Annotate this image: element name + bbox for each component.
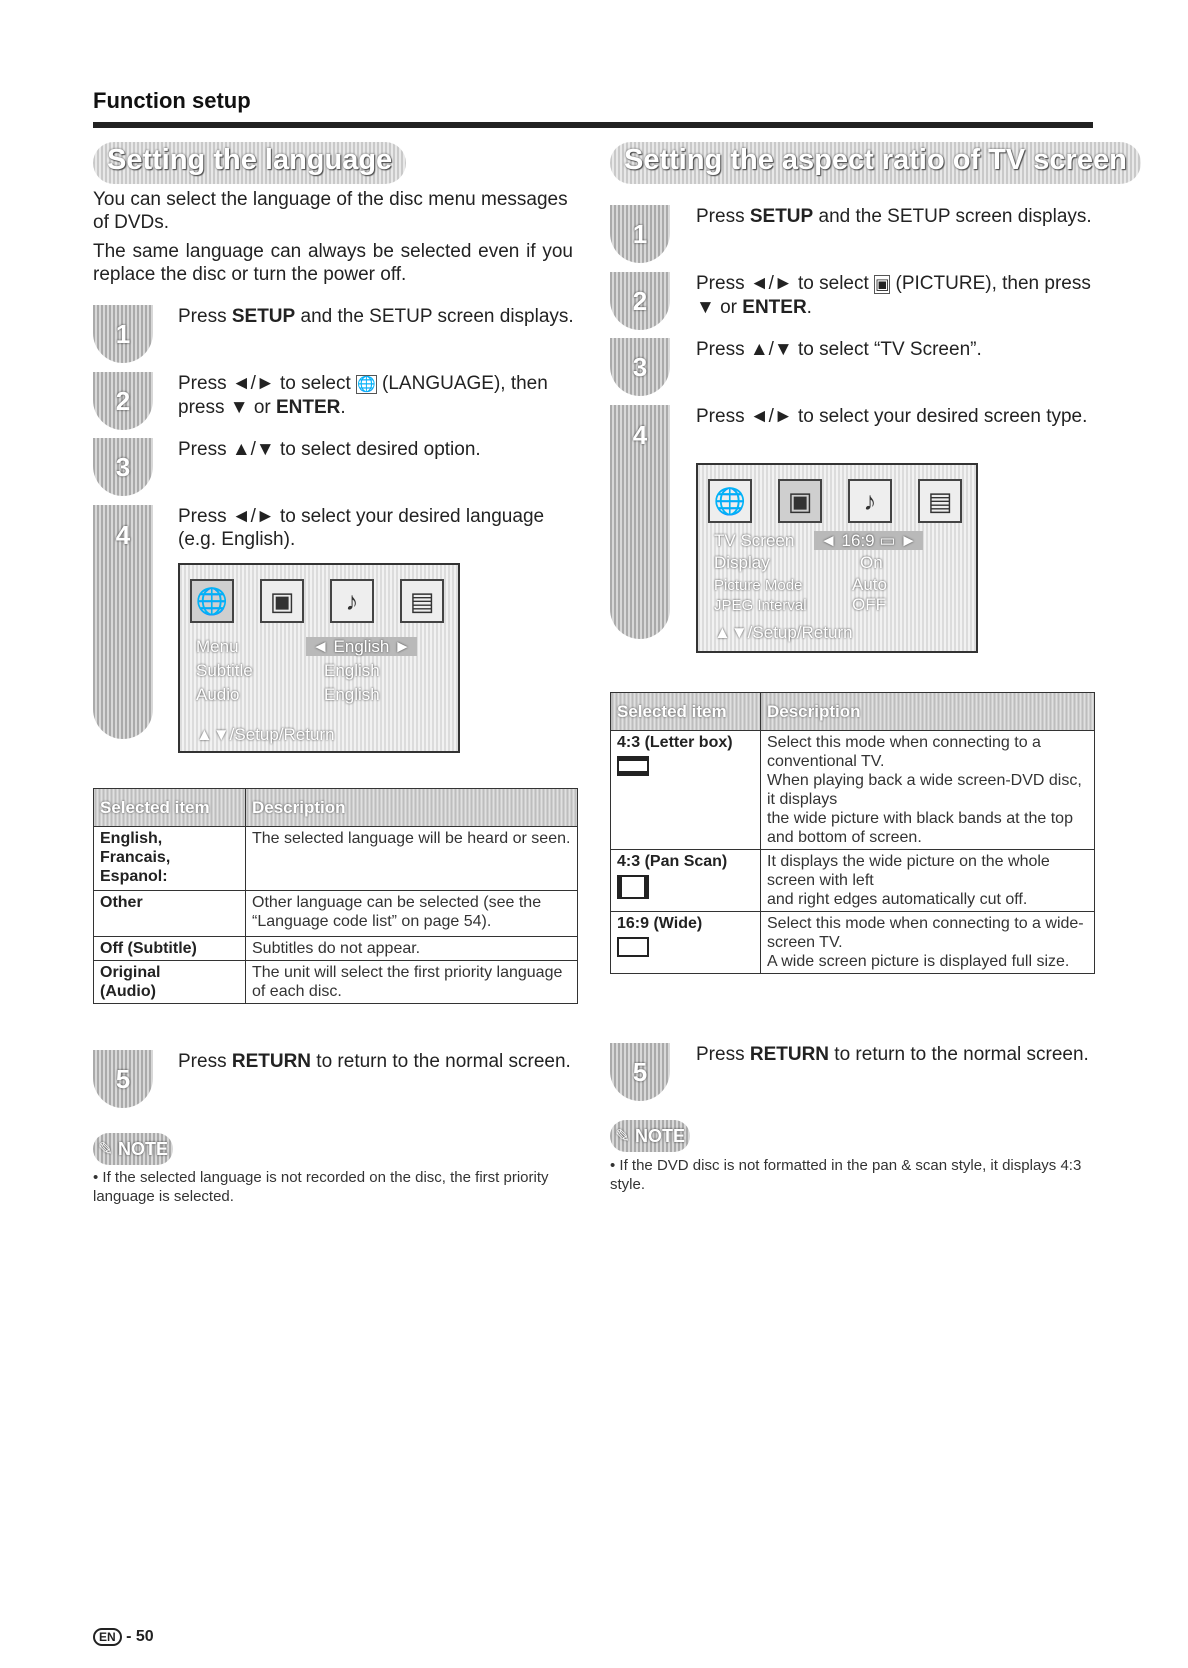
step-text: Press ◄/► to select ▣ (PICTURE), then press ▼ or ENTER.	[696, 273, 1091, 318]
audio-icon: ♪	[848, 479, 892, 523]
language-icon: 🌐	[708, 479, 752, 523]
aspect-options-table	[610, 692, 1095, 974]
note-badge: ✎ NOTE	[93, 1133, 173, 1165]
picture-icon: ▣	[778, 479, 822, 523]
step-text: Press RETURN to return to the normal screen.	[178, 1051, 571, 1072]
language-osd-screen	[178, 563, 460, 753]
language-intro	[93, 188, 573, 292]
osd-row-picture-mode: Picture Mode Auto	[714, 575, 887, 594]
aspect-section-banner: Setting the aspect ratio of TV screen	[610, 142, 1141, 184]
osd-footer: ▲▼/Setup/Return	[196, 725, 335, 744]
table-header: Selected item	[611, 693, 761, 731]
note-text: • If the selected language is not recorded on the disc, the first priority language is selected.	[93, 1169, 549, 1205]
step-badge: 3	[93, 438, 153, 496]
table-row: 16:9 (Wide) Select this mode when connecting to a wide-screen TV. A wide screen picture is displayed full size.	[611, 912, 1095, 974]
osd-footer: ▲▼/Setup/Return	[714, 623, 853, 642]
pan-scan-icon	[617, 875, 649, 899]
note-badge: ✎ NOTE	[610, 1120, 690, 1152]
table-row: 4:3 (Pan Scan) It displays the wide picture on the whole screen with left and right edges automatically cut off.	[611, 850, 1095, 912]
page-number: EN - 50	[93, 1628, 154, 1646]
step-text: Press SETUP and the SETUP screen displays.	[178, 306, 574, 327]
step-badge: 2	[93, 372, 153, 430]
step-badge: 4	[610, 405, 670, 639]
step-badge: 5	[610, 1043, 670, 1101]
table-row: 4:3 (Letter box) Select this mode when connecting to a conventional TV. When playing back a wide screen-DVD disc, it displays the wide picture with black bands at the top and bottom of screen.	[611, 731, 1095, 850]
letterbox-icon	[617, 756, 649, 776]
step-text: Press ▲/▼ to select “TV Screen”.	[696, 339, 982, 360]
table-header: Selected item	[94, 789, 246, 827]
table-row: Other Other language can be selected (see the “Language code list” on page 54).	[94, 891, 578, 937]
step-text: Press SETUP and the SETUP screen displays.	[696, 206, 1092, 227]
step-badge: 3	[610, 338, 670, 396]
osd-row-tv-screen: TV Screen ◄ 16:9 ▭ ►	[714, 531, 923, 551]
pencil-icon: ✎	[97, 1139, 114, 1159]
aspect-osd-screen	[696, 463, 978, 653]
table-row: Off (Subtitle) Subtitles do not appear.	[94, 937, 578, 961]
language-code-badge: EN	[93, 1628, 122, 1646]
header-divider	[93, 122, 1093, 128]
audio-icon: ♪	[330, 579, 374, 623]
language-section-banner: Setting the language	[93, 142, 406, 184]
step-badge: 1	[93, 305, 153, 363]
step-text: Press RETURN to return to the normal screen.	[696, 1044, 1089, 1065]
wide-screen-icon	[617, 937, 649, 957]
osd-row-jpeg-interval: JPEG Interval OFF	[714, 595, 886, 614]
table-row: Original (Audio) The unit will select the first priority language of each disc.	[94, 961, 578, 1004]
step-text: Press ▲/▼ to select desired option.	[178, 439, 481, 460]
step-badge: 2	[610, 272, 670, 330]
step-text: Press ◄/► to select your desired screen type.	[696, 406, 1088, 427]
osd-row-menu: Menu ◄ English ►	[196, 637, 417, 657]
step-badge: 1	[610, 205, 670, 263]
step-badge: 4	[93, 505, 153, 739]
step-text: Press ◄/► to select 🌐 (LANGUAGE), then press ▼ or ENTER.	[178, 373, 548, 418]
table-header: Description	[246, 789, 578, 827]
intro-paragraph: The same language can always be selected even if you replace the disc or turn the power off.	[93, 241, 573, 285]
picture-icon: ▣	[260, 579, 304, 623]
table-header: Description	[761, 693, 1095, 731]
settings-icon: ▤	[918, 479, 962, 523]
osd-icon-bar	[708, 479, 962, 523]
picture-icon: ▣	[875, 276, 890, 293]
osd-row-audio: Audio English	[196, 685, 380, 704]
step-badge: 5	[93, 1050, 153, 1108]
note-text: • If the DVD disc is not formatted in the pan & scan style, it displays 4:3 style.	[610, 1157, 1082, 1193]
step-text: Press ◄/► to select your desired language (e.g. English).	[178, 506, 545, 550]
settings-icon: ▤	[400, 579, 444, 623]
intro-paragraph: You can select the language of the disc menu messages of DVDs.	[93, 189, 568, 233]
osd-row-subtitle: Subtitle English	[196, 661, 380, 680]
pencil-icon: ✎	[614, 1126, 631, 1146]
page-title: Function setup	[93, 88, 251, 113]
osd-row-display: Display On	[714, 553, 883, 572]
language-icon: 🌐	[357, 376, 376, 393]
table-row: English, Francais, Espanol: The selected language will be heard or seen.	[94, 827, 578, 891]
language-icon: 🌐	[190, 579, 234, 623]
osd-icon-bar	[190, 579, 444, 623]
language-options-table	[93, 788, 578, 1004]
